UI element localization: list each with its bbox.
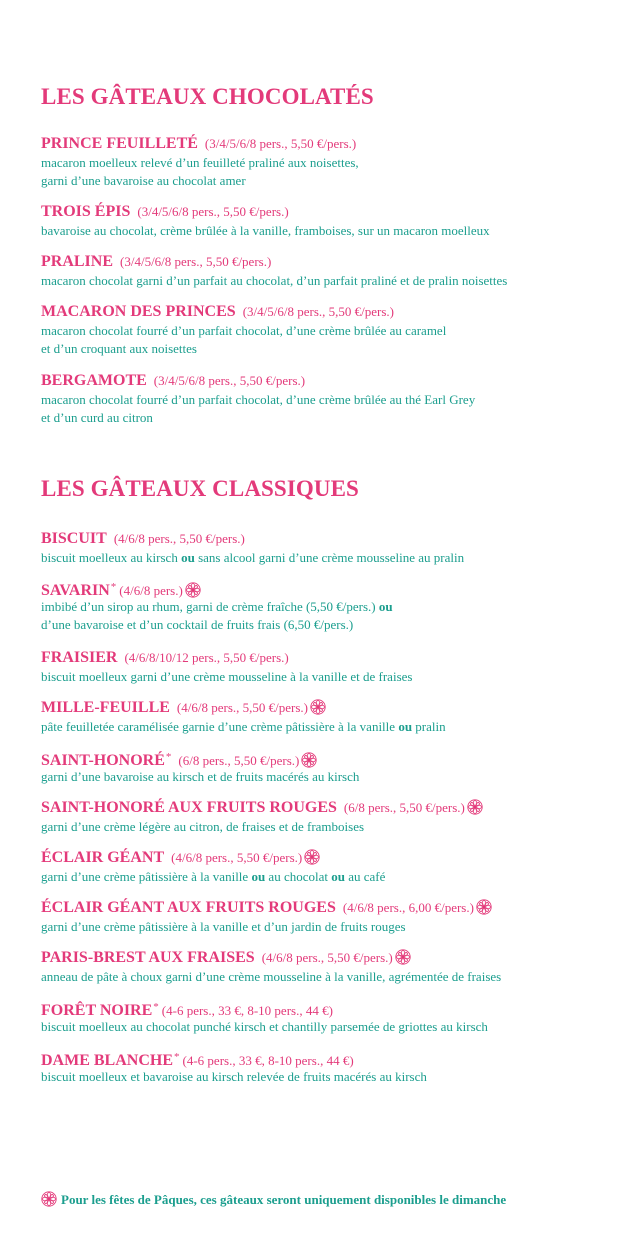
item-description: d’une bavaroise et d’un cocktail de fruits frais (6,50 €/pers.) [41,617,354,632]
item-description: garni d’une crème pâtissière à la vanille ou au chocolat ou au café [41,869,386,884]
item-info: (3/4/5/6/8 pers., 5,50 €/pers.) [204,136,357,151]
item-name: ÉCLAIR GÉANT AUX FRUITS ROUGES [41,899,336,916]
item-description: imbibé d’un sirop au rhum, garni de crème fraîche (5,50 €/pers.) ou [41,599,393,614]
item-name: TROIS ÉPIS [41,203,131,220]
asterisk: * [165,751,172,763]
item-info: (4-6 pers., 33 €, 8-10 pers., 44 €) [161,1003,333,1018]
item-info: (6/8 pers., 5,50 €/pers.) [178,753,300,768]
item-description: macaron chocolat garni d’un parfait au chocolat, d’un parfait praliné et de pralin noisettes [41,273,508,288]
asterisk: * [153,1001,159,1013]
item-description: biscuit moelleux au chocolat punché kirsch et chantilly parsemée de griottes au kirsch [41,1019,488,1034]
menu-item-eclair-geant [41,847,603,886]
item-name: MACARON DES PRINCES [41,303,236,320]
menu-item-mille-feuille [41,697,603,736]
item-description: anneau de pâte à choux garni d’une crème mousseline à la vanille, agrémentée de fraises [41,969,502,984]
item-description: macaron chocolat fourré d’un parfait chocolat, d’une crème brûlée au caramel [41,323,447,338]
menu-item-saint-honore-fruits-rouges [41,797,603,836]
item-name: PRINCE FEUILLETÉ [41,135,198,152]
menu-item-trois-epis [41,201,603,240]
menu-item-savarin [41,577,603,634]
menu-item-eclair-geant-fruits-rouges [41,897,603,936]
item-description: garni d’une bavaroise au kirsch et de fruits macérés au kirsch [41,769,360,784]
flower-icon [301,752,317,768]
item-info: (4/6/8 pers., 5,50 €/pers.) [176,700,308,715]
item-name: ÉCLAIR GÉANT [41,849,165,866]
item-description: garni d’une bavaroise au chocolat amer [41,173,246,188]
item-info: (4/6/8 pers., 6,00 €/pers.) [342,900,474,915]
item-info: (4/6/8/10/12 pers., 5,50 €/pers.) [124,650,289,665]
item-description: macaron moelleux relevé d’un feuilleté praliné aux noisettes, [41,155,359,170]
menu-item-paris-brest [41,947,603,986]
item-name: SAVARIN [41,582,110,599]
menu-item-fraisier [41,647,603,686]
item-description: garni d’une crème pâtissière à la vanille et d’un jardin de fruits rouges [41,919,406,934]
item-description: et d’un curd au citron [41,410,153,425]
flower-icon [395,949,411,965]
item-description: garni d’une crème légère au citron, de fraises et de framboises [41,819,365,834]
item-description: biscuit moelleux et bavaroise au kirsch relevée de fruits macérés au kirsch [41,1069,427,1084]
menu-item-prince-feuillete [41,133,603,190]
item-info: (3/4/5/6/8 pers., 5,50 €/pers.) [242,304,394,319]
item-name: SAINT-HONORÉ AUX FRUITS ROUGES [41,799,337,816]
item-name: PRALINE [41,253,114,270]
item-name: BERGAMOTE [41,372,147,389]
item-info: (3/4/5/6/8 pers., 5,50 €/pers.) [153,373,306,388]
item-info: (4/6/8 pers., 5,50 €/pers.) [113,531,245,546]
item-info: (4/6/8 pers., 5,50 €/pers.) [171,850,303,865]
menu-item-biscuit [41,528,603,567]
asterisk: * [110,581,117,593]
menu-item-foret-noire [41,997,603,1036]
item-name: DAME BLANCHE [41,1052,174,1069]
flower-icon [476,899,492,915]
flower-icon [310,699,326,715]
item-description: biscuit moelleux garni d’une crème mousseline à la vanille et de fraises [41,669,413,684]
asterisk: * [174,1051,180,1063]
item-name: SAINT-HONORÉ [41,752,165,769]
flower-icon [304,849,320,865]
item-name: BISCUIT [41,530,107,547]
menu-item-macaron-des-princes [41,301,603,358]
flower-icon [467,799,483,815]
item-description: pâte feuilletée caramélisée garnie d’une crème pâtissière à la vanille ou pralin [41,719,446,734]
item-info: (3/4/5/6/8 pers., 5,50 €/pers.) [120,254,272,269]
item-description: et d’un croquant aux noisettes [41,341,197,356]
item-info: (4/6/8 pers.) [119,583,183,598]
menu-item-praline [41,251,603,290]
easter-footnote [41,1191,506,1209]
menu-item-saint-honore [41,747,603,786]
item-description: bavaroise au chocolat, crème brûlée à la vanille, framboises, sur un macaron moelleux [41,223,490,238]
flower-icon [41,1191,57,1207]
item-name: FRAISIER [41,649,118,666]
item-name: FORÊT NOIRE [41,1002,153,1019]
item-info: (3/4/5/6/8 pers., 5,50 €/pers.) [137,204,289,219]
item-info: (4-6 pers., 33 €, 8-10 pers., 44 €) [182,1053,354,1068]
section-title-classic: LES GÂTEAUX CLASSIQUES [41,476,359,501]
flower-icon [185,582,201,598]
footnote-text: Pour les fêtes de Pâques, ces gâteaux seront uniquement disponibles le dimanche [61,1192,507,1207]
item-info: (4/6/8 pers., 5,50 €/pers.) [261,950,393,965]
section-title-chocolate: LES GÂTEAUX CHOCOLATÉS [41,84,374,109]
item-description: macaron chocolat fourré d’un parfait chocolat, d’une crème brûlée au thé Earl Grey [41,392,476,407]
item-name: MILLE-FEUILLE [41,699,170,716]
menu-item-bergamote [41,370,603,427]
menu-item-dame-blanche [41,1047,603,1086]
item-description: biscuit moelleux au kirsch ou sans alcool garni d’une crème mousseline au pralin [41,550,465,565]
item-name: PARIS-BREST AUX FRAISES [41,949,255,966]
item-info: (6/8 pers., 5,50 €/pers.) [343,800,465,815]
